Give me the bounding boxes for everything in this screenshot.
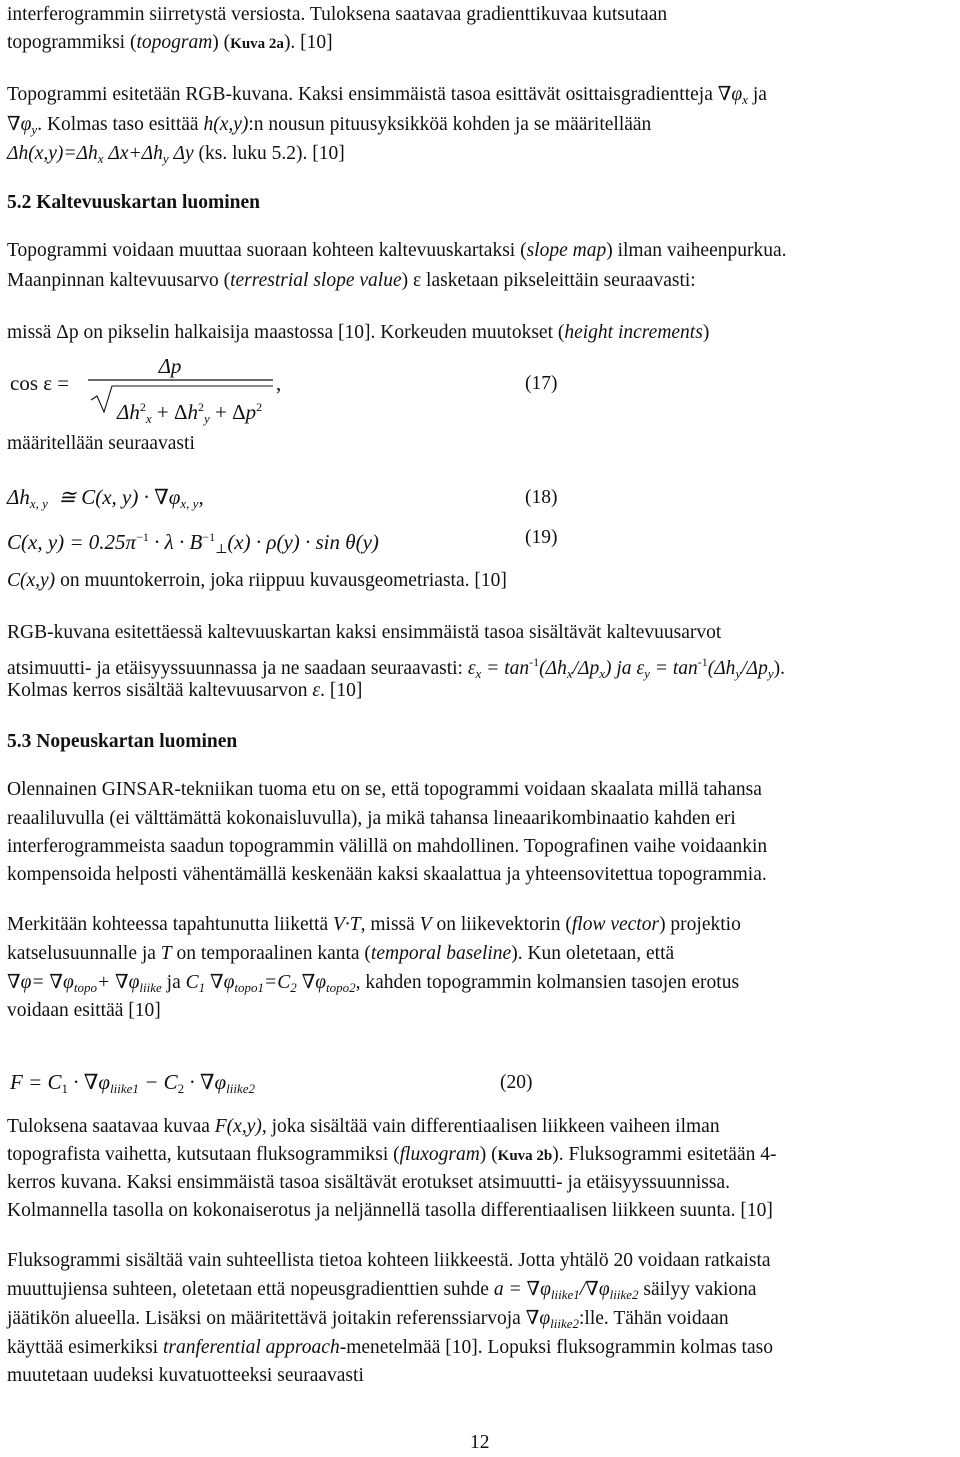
text-line: interferogrammin siirretystä versiosta. Tuloksena saatavaa gradienttikuvaa kutsutaan <box>7 4 668 25</box>
equation-20: $F = C_1 \cdot \nabla\varphi_{liike1} - C_2 \cdot \nabla\varphi_{liike2}$ <box>10 1070 256 1096</box>
text-line: topogrammiksi (topogram) (Kuva 2a). [10] <box>7 32 333 53</box>
eq17-comma: , <box>276 371 282 395</box>
text-line: Olennainen GINSAR-tekniikan tuoma etu on se, että topogrammi voidaan skaalata millä tahansa <box>7 779 762 800</box>
text-line: Maanpinnan kaltevuusarvo (terrestrial slope value) ε lasketaan pikseleittäin seuraavasti: <box>7 270 696 291</box>
eq17-lhs: cos ε = <box>10 371 70 395</box>
text-line: muuttujiensa suhteen, oletetaan että nopeusgradienttien suhde $a = \nabla\varphi_{liike1}/\nabla\varphi_{liike2}$ säilyy vakiona <box>7 1279 757 1302</box>
text-line: Merkitään kohteessa tapahtunutta liikettä V·T, missä V on liikevektorin (flow vector) projektio <box>7 914 741 935</box>
text-line: Kolmannella tasolla on kokonaiserotus ja neljännellä tasolla differentiaalisen liikkeen suunta. [10] <box>7 1200 773 1221</box>
eq19-number: (19) <box>525 527 558 548</box>
text-line: $\Delta h(x,y)=\Delta h_x$ $\Delta x+\Delta h_y$ Δy (ks. luku 5.2). [10] <box>7 143 345 166</box>
equation-18: $\Delta h_{x, y}$ ≅ C(x, $y) \cdot \nabla\varphi_{x, y}$, <box>7 485 204 511</box>
text-line: muutetaan uudeksi kuvatuotteeksi seuraavasti <box>7 1365 364 1386</box>
text-line: Fluksogrammi sisältää vain suhteellista tietoa kohteen liikkeestä. Jotta yhtälö 20 voidaan ratkaista <box>7 1250 771 1271</box>
text-line: $\nabla\varphi_y$. Kolmas taso esittää h(x,y):n nousun pituusyksikköä kohden ja se määritellään <box>7 114 652 137</box>
text-line: kompensoida helposti vähentämällä keskenään kaksi skaalattua ja yhteensovitettua topogrammia. <box>7 864 767 885</box>
eq18-number: (18) <box>525 487 558 508</box>
equation-19: C(x, $y) = 0.25\pi^{-1} \cdot \lambda \cdot B^{-1}_\perp(x) \cdot \rho(y) \cdot \sin \theta(y)$ <box>7 530 379 556</box>
text-line: atsimuutti- ja etäisyyssuunnassa ja ne saadaan seuraavasti: $\varepsilon_x = \tan^{-1}(\Delta h_x/\Delta p_x)$ ja $\varepsilon_y = \tan^{-1}(\Delta h_y/\Delta p_y)$. <box>7 655 785 681</box>
eq17-numerator: Δp <box>158 354 182 378</box>
text-line: Topogrammi esitetään RGB-kuvana. Kaksi ensimmäistä tasoa esittävät osittaisgradientteja $\nabla\varphi_x$ ja <box>7 84 767 107</box>
text-line: käyttää esimerkiksi tranferential approach-menetelmää [10]. Lopuksi fluksogrammin kolmas taso <box>7 1337 773 1358</box>
text-line: katselusuunnalle ja T on temporaalinen kanta (temporal baseline). Kun oletetaan, että <box>7 943 675 964</box>
eq20-number: (20) <box>500 1072 533 1093</box>
text-line: määritellään seuraavasti <box>7 433 195 454</box>
text-line: $\nabla\varphi= \nabla\varphi_{topo}+ \nabla\varphi_{liike}$ ja $C_1$ $\nabla\varphi_{topo1}=C_2$ $\nabla\varphi_{topo2}$, kahden topogrammin kolmansien tasojen erotus <box>7 972 740 995</box>
text-line: Tuloksena saatavaa kuvaa F(x,y), joka sisältää vain differentiaalisen liikkeen vaiheen ilman <box>7 1116 720 1137</box>
text-line: interferogrammeista saadun topogrammin välillä on mahdollinen. Topografinen vaihe voidaankin <box>7 836 768 857</box>
text-line: Kolmas kerros sisältää kaltevuusarvon ε. [10] <box>7 680 363 701</box>
text-line: jäätikön alueella. Lisäksi on määritettävä joitakin referenssiarvoja $\nabla\varphi_{liike2}:lle$. Tähän voidaan <box>7 1308 729 1331</box>
section-heading: 5.2 Kaltevuuskartan luominen <box>7 192 260 213</box>
text-line: Topogrammi voidaan muuttaa suoraan kohteen kaltevuuskartaksi (slope map) ilman vaiheenpurkua. <box>7 240 787 261</box>
text-line: missä Δp on pikselin halkaisija maastossa [10]. Korkeuden muutokset (height increments) <box>7 322 710 343</box>
text-line: voidaan esittää [10] <box>7 1000 161 1021</box>
eq17-denominator: $\Delta h^2_x + \Delta h^2_y + \Delta p^2$ <box>117 400 263 426</box>
text-line: reaaliluvulla (ei välttämättä kokonaisluvulla), ja mikä tahansa lineaarikombinaatio kahden eri <box>7 808 736 829</box>
section-heading: 5.3 Nopeuskartan luominen <box>7 731 238 752</box>
text-line: topografista vaihetta, kutsutaan fluksogrammiksi (fluxogram) (Kuva 2b). Fluksogrammi esitetään 4- <box>7 1144 777 1165</box>
text-line: RGB-kuvana esitettäessä kaltevuuskartan kaksi ensimmäistä tasoa sisältävät kaltevuusarvot <box>7 622 722 643</box>
text-line: kerros kuvana. Kaksi ensimmäistä tasoa sisältävät erotukset atsimuutti- ja etäisyyssuunnissa. <box>7 1172 730 1193</box>
page-number: 12 <box>470 1432 490 1453</box>
text-line: C(x,y) on muuntokerroin, joka riippuu kuvausgeometriasta. [10] <box>7 570 507 591</box>
eq17-number: (17) <box>525 373 558 394</box>
